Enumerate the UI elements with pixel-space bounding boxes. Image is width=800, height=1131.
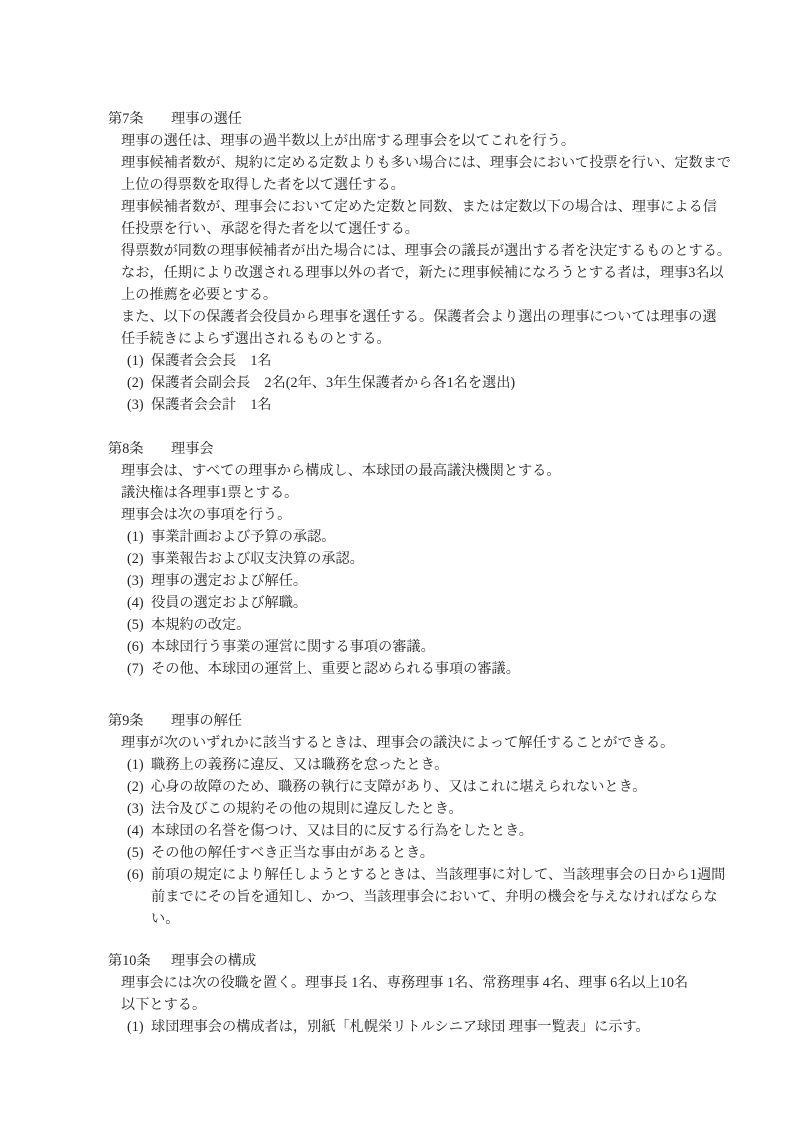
article-8 — [108, 438, 748, 680]
article-number: 第9条 — [108, 713, 144, 729]
clause-item — [127, 548, 748, 570]
clause-item — [127, 372, 748, 394]
article-heading — [108, 710, 748, 732]
article-number: 第10条 — [108, 953, 151, 969]
clause-text: 保護者会会長 1名 — [151, 353, 272, 369]
clause-text: 保護者会会計 1名 — [151, 397, 272, 413]
clause-number: (1) — [127, 529, 144, 545]
clause-number: (6) — [127, 867, 144, 883]
clause-text: その他、本球団の運営上、重要と認められる事項の審議。 — [151, 661, 520, 677]
clause-number: (6) — [127, 639, 144, 655]
clause-number: (2) — [127, 551, 144, 567]
article-heading — [108, 108, 748, 130]
clause-text: 球団理事会の構成者は，別紙「札幌栄リトルシニア球団 理事一覧表」に示す。 — [151, 1019, 650, 1035]
article-paragraph: 理事会には次の役職を置く。理事長 1名、専務理事 1名、常務理事 4名、理事 6名以上10名以下とする。 — [121, 975, 689, 1013]
article-paragraph: 理事会は、すべての理事から構成し、本球団の最高議決機関とする。 — [121, 463, 561, 479]
clause-number: (1) — [127, 757, 144, 773]
clause-number: (5) — [127, 617, 144, 633]
article-paragraph: 理事会は次の事項を行う。 — [121, 507, 292, 523]
article-number: 第8条 — [108, 441, 144, 457]
clause-number: (2) — [127, 375, 144, 391]
clause-number: (5) — [127, 845, 144, 861]
clause-number: (2) — [127, 779, 144, 795]
clause-number: (1) — [127, 353, 144, 369]
clause-item — [127, 526, 748, 548]
clause-item — [127, 636, 748, 658]
clause-number: (7) — [127, 661, 144, 677]
article-paragraph: 理事候補者数が、規約に定める定数よりも多い場合には、理事会において投票を行い、定数まで上位の得票数を取得した者を以て選任する。 — [121, 155, 732, 193]
clause-item — [127, 864, 748, 930]
clause-item — [127, 614, 748, 636]
article-7 — [108, 108, 748, 416]
clause-text: 前項の規定により解任しようとするときは、当該理事に対して、当該理事会の日から1週間前までにその旨を通知し、かつ、当該理事会において、弁明の機会を与えなければならない。 — [151, 867, 726, 927]
clause-number: (3) — [127, 573, 144, 589]
article-paragraph: 得票数が同数の理事候補者が出た場合には、理事会の議長が選出する者を決定するものとする。 — [121, 243, 732, 259]
article-title: 理事の解任 — [171, 713, 242, 729]
clause-item — [127, 394, 748, 416]
article-title: 理事会 — [171, 441, 214, 457]
article-paragraph: 理事候補者数が、理事会において定めた定数と同数、または定数以下の場合は、理事による信任投票を行い、承認を得た者を以て選任する。 — [121, 199, 717, 237]
article-title: 理事の選任 — [171, 111, 242, 127]
clause-text: 役員の選定および解職。 — [151, 595, 308, 611]
clause-text: 法令及びこの規約その他の規則に違反したとき。 — [151, 801, 463, 817]
article-title: 理事会の構成 — [171, 953, 257, 969]
clause-text: 本規約の改定。 — [151, 617, 251, 633]
article-heading — [108, 950, 748, 972]
clause-item — [127, 658, 748, 680]
clause-text: 本球団行う事業の運営に関する事項の審議。 — [151, 639, 435, 655]
document-content — [108, 108, 748, 1038]
clause-number: (3) — [127, 397, 144, 413]
article-paragraph: 議決権は各理事1票とする。 — [121, 485, 299, 501]
clause-text: 理事の選定および解任。 — [151, 573, 308, 589]
clause-item — [127, 820, 748, 842]
clause-item — [127, 754, 748, 776]
article-heading — [108, 438, 748, 460]
clause-text: 事業報告および収支決算の承認。 — [151, 551, 364, 567]
clause-number: (1) — [127, 1019, 144, 1035]
clause-item — [127, 776, 748, 798]
clause-item — [127, 592, 748, 614]
article-paragraph: また、以下の保護者会役員から理事を選任する。保護者会より選出の理事については理事の選任手続きによらず選出されるものとする。 — [121, 309, 717, 347]
clause-item — [127, 570, 748, 592]
clause-text: 保護者会副会長 2名(2年、3年生保護者から各1名を選出) — [151, 375, 516, 391]
article-paragraph: 理事の選任は、理事の過半数以上が出席する理事会を以てこれを行う。 — [121, 133, 576, 149]
article-paragraph: なお，任期により改選される理事以外の者で，新たに理事候補になろうとする者は，理事3名以上の推薦を必要とする。 — [121, 265, 724, 303]
clause-item — [127, 350, 748, 372]
article-paragraph: 理事が次のいずれかに該当するときは、理事会の議決によって解任することができる。 — [121, 735, 675, 751]
clause-number: (4) — [127, 595, 144, 611]
clause-item — [127, 1016, 748, 1038]
clause-text: 事業計画および予算の承認。 — [151, 529, 336, 545]
clause-number: (4) — [127, 823, 144, 839]
clause-text: その他の解任すべき正当な事由があるとき。 — [151, 845, 434, 861]
clause-text: 心身の故障のため、職務の執行に支障があり、又はこれに堪えられないとき。 — [151, 779, 647, 795]
clause-number: (3) — [127, 801, 144, 817]
clause-item — [127, 842, 748, 864]
clause-text: 職務上の義務に違反、又は職務を怠ったとき。 — [151, 757, 449, 773]
clause-text: 本球団の名誉を傷つけ、又は目的に反する行為をしたとき。 — [151, 823, 533, 839]
clause-item — [127, 798, 748, 820]
article-number: 第7条 — [108, 111, 144, 127]
article-9 — [108, 710, 748, 930]
article-10 — [108, 950, 748, 1038]
